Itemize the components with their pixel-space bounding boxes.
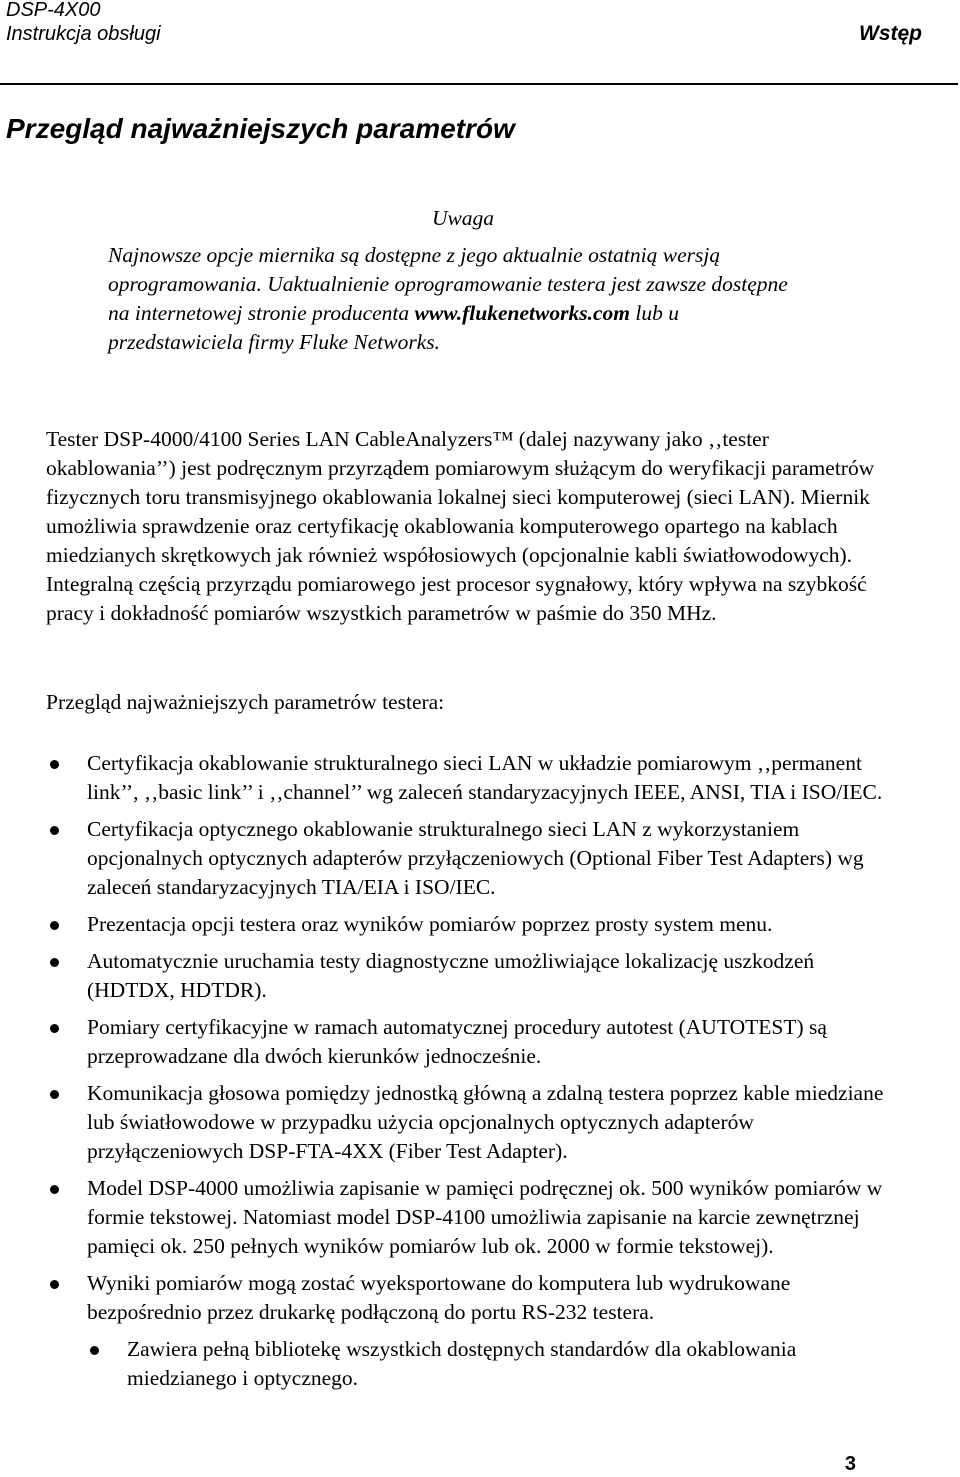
list-item-text: Automatycznie uruchamia testy diagnostyczne umożliwiające lokalizację uszkodzeń (HDTDX, HDTDR). bbox=[87, 949, 815, 1002]
bullet-icon bbox=[50, 760, 59, 769]
bullet-icon bbox=[90, 1346, 99, 1355]
bullet-icon bbox=[50, 958, 59, 967]
bullet-icon bbox=[50, 921, 59, 930]
list-item-nested bbox=[86, 1335, 896, 1393]
list-item bbox=[46, 910, 896, 939]
parameters-lead: Przegląd najważniejszych parametrów testera: bbox=[46, 690, 445, 714]
bullet-icon bbox=[50, 1090, 59, 1099]
parameters-list bbox=[46, 749, 896, 1401]
bullet-icon bbox=[50, 1185, 59, 1194]
list-item bbox=[46, 947, 896, 1005]
running-header-left bbox=[6, 0, 161, 46]
manufacturer-website-link[interactable]: www.flukenetworks.com bbox=[414, 301, 630, 325]
list-item-text: Wyniki pomiarów mogą zostać wyeksportowane do komputera lub wydrukowane bezpośrednio przez drukarkę podłączoną do portu RS-232 testera. bbox=[87, 1271, 791, 1324]
list-item-text: Komunikacja głosowa pomiędzy jednostką główną a zdalną testera poprzez kable miedziane lub światłowodowe w przypadku użycia opcjonalnych optycznych adapterów przyłączeniowych DSP-FTA-4XX (Fiber Test Adapter). bbox=[87, 1081, 884, 1163]
intro-paragraph: Tester DSP-4000/4100 Series LAN CableAnalyzers™ (dalej nazywany jako ‚‚tester okablowania’’) jest podręcznym przyrządem pomiarowym służącym do weryfikacji parametrów fizycznych toru transmisyjnego okablowania lokalnej sieci komputerowej (sieci LAN). Miernik umożliwia sprawdzenie oraz certyfikację okablowania komputerowego opartego na kablach miedzianych skrętkowych jak również współosiowych (opcjonalnie kabli światłowodowych). Integralną częścią przyrządu pomiarowego jest procesor sygnałowy, który wpływa na szybkość pracy i dokładność pomiarów wszystkich parametrów w paśmie do 350 MHz. bbox=[46, 427, 875, 625]
list-item bbox=[46, 749, 896, 807]
list-item-text: Model DSP-4000 umożliwia zapisanie w pamięci podręcznej ok. 500 wyników pomiarów w formie tekstowej. Natomiast model DSP-4100 umożliwia zapisanie na karcie zewnętrznej pamięci ok. 250 pełnych wyników pomiarów lub ok. 2000 w formie tekstowej). bbox=[87, 1176, 883, 1258]
list-item-text: Prezentacja opcji testera oraz wyników pomiarów poprzez prosty system menu. bbox=[87, 912, 773, 936]
section-name: Wstęp bbox=[859, 22, 922, 45]
note-title: Uwaga bbox=[431, 206, 495, 230]
product-name: DSP-4X00 bbox=[6, 0, 101, 21]
bullet-icon bbox=[50, 826, 59, 835]
bullet-icon bbox=[50, 1024, 59, 1033]
list-item-text: Pomiary certyfikacyjne w ramach automatycznej procedury autotest (AUTOTEST) są przeprowadzane dla dwóch kierunków jednocześnie. bbox=[87, 1015, 827, 1068]
list-item bbox=[46, 815, 896, 902]
list-item bbox=[46, 1079, 896, 1166]
page-title: Przegląd najważniejszych parametrów bbox=[6, 113, 515, 144]
note-text bbox=[108, 241, 788, 357]
list-item-text: Zawiera pełną bibliotekę wszystkich dostępnych standardów dla okablowania miedzianego i optycznego. bbox=[127, 1337, 797, 1390]
list-item-text: Certyfikacja okablowanie strukturalnego sieci LAN w układzie pomiarowym ‚‚permanent link’’, ‚‚basic link’’ i ‚‚channel’’ wg zaleceń standaryzacyjnych IEEE, ANSI, TIA i ISO/IEC. bbox=[87, 751, 883, 804]
list-item-text: Certyfikacja optycznego okablowanie strukturalnego sieci LAN z wykorzystaniem opcjonalnych optycznych adapterów przyłączeniowych (Optional Fiber Test Adapters) wg zaleceń standaryzacyjnych TIA/EIA i ISO/IEC. bbox=[87, 817, 864, 899]
note-text-after: lub u przedstawiciela firmy Fluke Networks. bbox=[108, 301, 679, 354]
manual-name: Instrukcja obsługi bbox=[6, 23, 161, 45]
list-item bbox=[46, 1269, 896, 1327]
note-text-before: Najnowsze opcje miernika są dostępne z jego aktualnie ostatnią wersją oprogramowania. Uaktualnienie oprogramowanie testera jest zawsze dostępne na internetowej stronie producenta bbox=[108, 243, 788, 325]
page-number: 3 bbox=[844, 1453, 856, 1475]
bullet-icon bbox=[50, 1280, 59, 1289]
header-rule bbox=[0, 83, 958, 85]
note-box bbox=[108, 204, 788, 357]
list-item bbox=[46, 1174, 896, 1261]
list-item bbox=[46, 1013, 896, 1071]
